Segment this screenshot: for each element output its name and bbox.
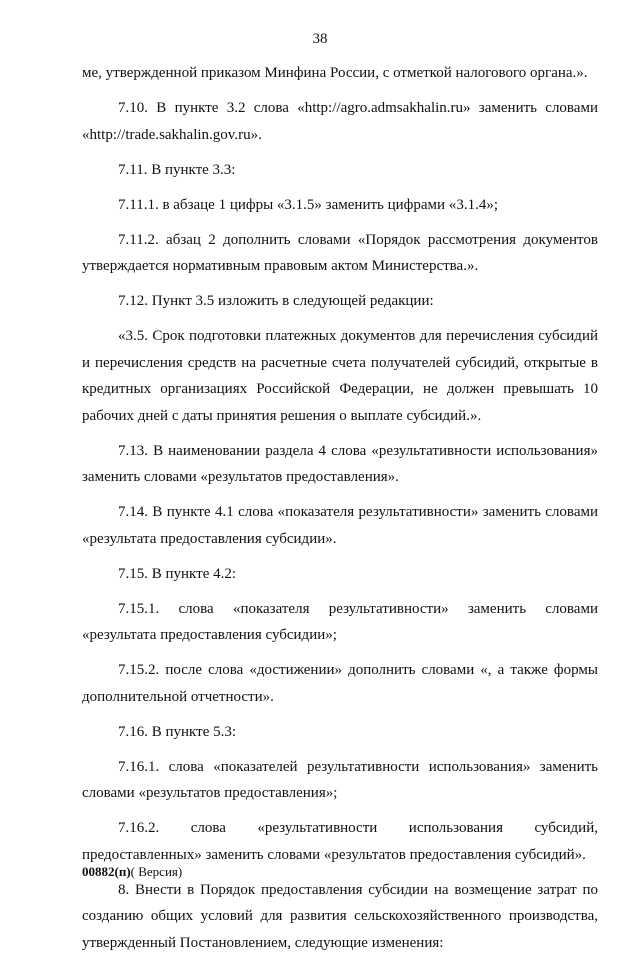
paragraph-7-15: 7.15. В пункте 4.2: [118,565,237,582]
page-number: 38 [312,31,328,47]
paragraph-7-11-1: 7.11.1. в абзаце 1 цифры «3.1.5» заменить цифрами «3.1.4»; [118,196,498,213]
document-version: ( Версия) [130,864,183,879]
paragraph-7-16: 7.16. В пункте 5.3: [118,723,237,740]
paragraph-7-10: 7.10. В пункте 3.2 слова «http://agro.admsakhalin.ru» заменить словами «http://trade.sakhalin.gov.ru». [82,100,598,143]
document-body [82,60,598,965]
paragraph-7-16-2: 7.16.2. слова «результативности использования субсидий, предоставленных» заменить словами «результатов предоставления субсидий». [82,820,598,863]
paragraph-7-14: 7.14. В пункте 4.1 слова «показателя результативности» заменить словами «результата предоставления субсидии». [82,504,598,547]
paragraph-7-16-1: 7.16.1. слова «показателей результативности использования» заменить словами «результатов предоставления»; [82,758,598,801]
paragraph-7-11: 7.11. В пункте 3.3: [118,161,236,178]
paragraph-7-15-1: 7.15.1. слова «показателя результативности» заменить словами «результата предоставления субсидии»; [82,600,598,643]
paragraph-3-5-quote: «3.5. Срок подготовки платежных документов для перечисления субсидий и перечисления средств на расчетные счета получателей субсидий, открытые в кредитных организациях Российской Федерации, не должен превышать 10 рабочих дней с даты принятия решения о выплате субсидий.». [82,328,598,424]
document-code: 00882(п) [82,864,131,879]
paragraph-7-13: 7.13. В наименовании раздела 4 слова «результативности использования» заменить словами «результатов предоставления». [82,442,598,485]
document-footer [82,864,182,880]
paragraph-continuation: ме, утвержденной приказом Минфина России, с отметкой налогового органа.». [82,65,588,81]
paragraph-7-11-2: 7.11.2. абзац 2 дополнить словами «Порядок рассмотрения документов утверждается нормативным правовым актом Министерства.». [82,231,598,274]
paragraph-7-12: 7.12. Пункт 3.5 изложить в следующей редакции: [118,293,434,309]
paragraph-8: 8. Внести в Порядок предоставления субсидии на возмещение затрат по созданию общих условий для развития сельскохозяйственного производства, утвержденный Постановлением, следующие изменения: [82,881,598,951]
paragraph-7-15-2: 7.15.2. после слова «достижении» дополнить словами «, а также формы дополнительной отчетности». [82,662,598,705]
